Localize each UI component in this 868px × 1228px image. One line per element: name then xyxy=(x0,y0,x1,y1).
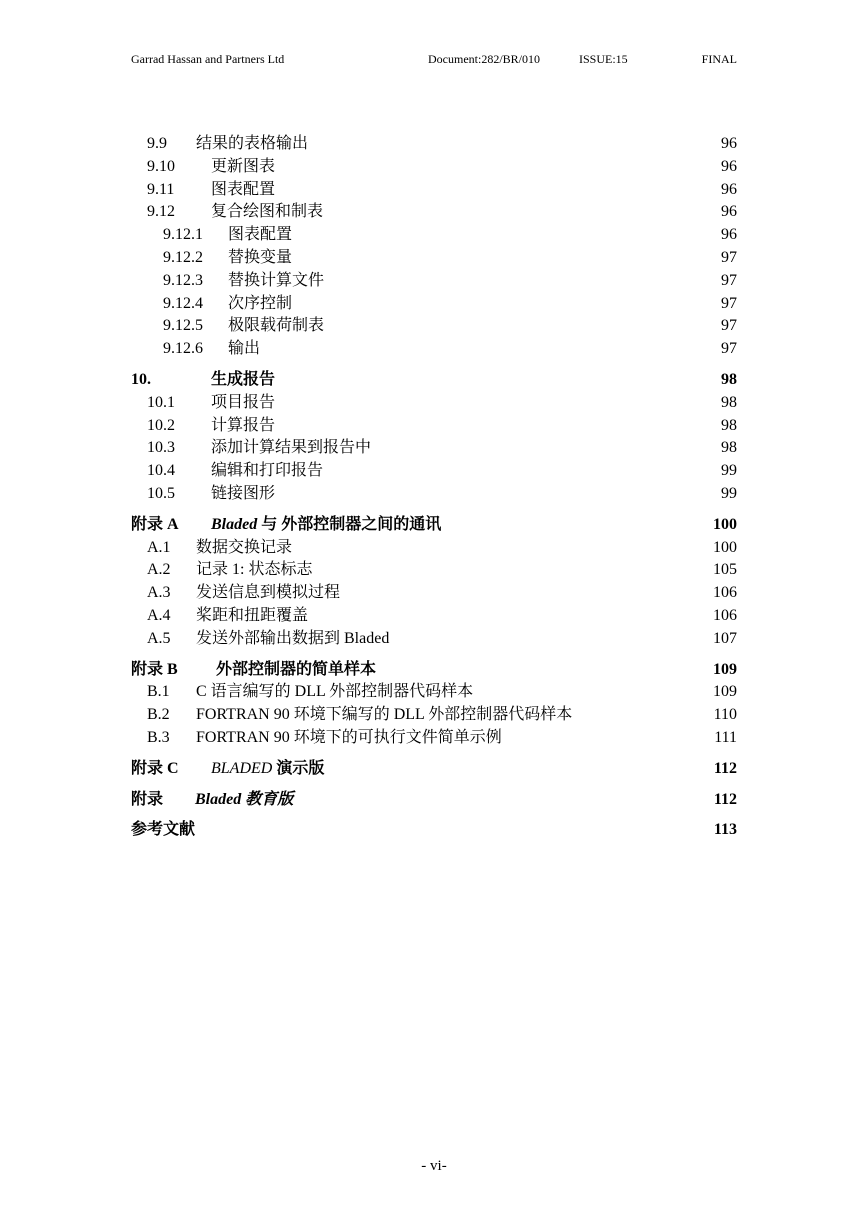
toc-appendix-title-italic: Bladed 教育版 xyxy=(195,790,294,808)
toc-entry[interactable] xyxy=(131,483,737,506)
toc-entry-title: 发送外部输出数据到 Bladed xyxy=(196,629,390,647)
toc-entry-page: 106 xyxy=(713,584,737,602)
header-issue: ISSUE:15 xyxy=(579,52,628,66)
toc-entry-title: 计算报告 xyxy=(211,416,276,434)
toc-appendix-page: 100 xyxy=(713,515,737,533)
toc-entry-title: 更新图表 xyxy=(211,157,276,175)
toc-appendix-number: 附录 C xyxy=(131,759,179,777)
toc-entry-number: 10.2 xyxy=(147,416,175,434)
toc-entry-page: 98 xyxy=(721,393,737,411)
toc-entry[interactable] xyxy=(131,156,737,179)
toc-appendix-title: 外部控制器的简单样本 xyxy=(216,660,377,678)
toc-entry-title: 项目报告 xyxy=(211,393,276,411)
toc-entry[interactable] xyxy=(131,247,737,270)
toc-references-page: 113 xyxy=(713,821,737,839)
toc-appendix-title-italic: Bladed xyxy=(211,515,258,533)
toc-appendix-page: 112 xyxy=(713,759,737,777)
toc-entry-page: 96 xyxy=(721,157,737,175)
toc-entry-number: A.4 xyxy=(147,606,171,624)
toc-entry[interactable] xyxy=(131,605,737,628)
toc-entry-number: 9.10 xyxy=(147,157,175,175)
toc-entry-number: 10.3 xyxy=(147,439,175,457)
toc-references[interactable] xyxy=(131,819,737,842)
header-document-number: Document:282/BR/010 xyxy=(428,52,540,66)
toc-entry-number: A.3 xyxy=(147,584,171,602)
toc-entry-title: 添加计算结果到报告中 xyxy=(211,439,372,457)
toc-entry[interactable] xyxy=(131,224,737,247)
toc-appendix-number: 附录 xyxy=(131,790,164,808)
toc-appendix-page: 109 xyxy=(713,660,737,678)
toc-entry[interactable] xyxy=(131,270,737,293)
toc-appendix-title-rest: 演示版 xyxy=(272,759,325,777)
toc-appendix-title-italic: BLADED xyxy=(211,759,273,777)
toc-entry-page: 100 xyxy=(713,538,737,556)
toc-entry-number: B.1 xyxy=(147,683,170,701)
toc-entry-page: 99 xyxy=(721,462,737,480)
toc-entry-page: 99 xyxy=(721,484,737,502)
page-header xyxy=(131,52,737,68)
toc-entry-title: 复合绘图和制表 xyxy=(211,203,324,221)
header-company: Garrad Hassan and Partners Ltd xyxy=(131,52,285,66)
toc-entry[interactable] xyxy=(131,727,737,750)
toc-entry-number: 9.12 xyxy=(147,203,175,221)
toc-entry[interactable] xyxy=(131,559,737,582)
toc-entry-page: 96 xyxy=(721,135,737,152)
toc-entry-title: 数据交换记录 xyxy=(196,538,293,556)
toc-entry-title: 编辑和打印报告 xyxy=(211,462,324,480)
toc-entry[interactable] xyxy=(131,460,737,483)
toc-entry-title: FORTRAN 90 环境下的可执行文件简单示例 xyxy=(196,728,502,746)
table-of-contents xyxy=(131,133,737,842)
toc-entry-title: 极限载荷制表 xyxy=(228,317,325,335)
toc-entry-page: 106 xyxy=(713,606,737,624)
toc-entry-number: A.5 xyxy=(147,629,171,647)
toc-entry[interactable] xyxy=(131,582,737,605)
toc-entry-number: 10.4 xyxy=(147,462,175,480)
toc-entry-number: B.2 xyxy=(147,706,170,724)
toc-entry-page: 109 xyxy=(713,683,737,701)
toc-appendix-title-rest: 与 外部控制器之间的通讯 xyxy=(257,515,442,533)
toc-entry-number: 10.5 xyxy=(147,484,175,502)
toc-entry-title: 图表配置 xyxy=(211,180,276,198)
toc-appendix[interactable] xyxy=(131,514,737,537)
toc-entry-page: 97 xyxy=(721,248,737,266)
header-status: FINAL xyxy=(701,52,737,66)
toc-entry[interactable] xyxy=(131,537,737,560)
toc-appendix-number: 附录 A xyxy=(131,515,179,533)
toc-entry-number: 9.12.6 xyxy=(163,340,203,358)
toc-entry[interactable] xyxy=(131,133,737,156)
toc-entry[interactable] xyxy=(131,338,737,361)
toc-entry-number: 9.12.5 xyxy=(163,317,203,335)
toc-entry-page: 96 xyxy=(721,203,737,221)
toc-appendix-title xyxy=(211,758,324,781)
toc-entry-number: 9.12.2 xyxy=(163,248,203,266)
toc-entry-title: C 语言编写的 DLL 外部控制器代码样本 xyxy=(196,683,474,701)
toc-entry-page: 98 xyxy=(721,439,737,457)
toc-appendix-title xyxy=(211,514,441,537)
toc-appendix-page: 112 xyxy=(713,790,737,808)
toc-appendix[interactable] xyxy=(131,789,737,812)
toc-entry-page: 111 xyxy=(714,728,737,746)
toc-chapter-number: 10. xyxy=(131,370,151,388)
toc-entry-number: 9.11 xyxy=(147,180,175,198)
toc-chapter-title: 生成报告 xyxy=(211,370,276,388)
toc-entry[interactable] xyxy=(131,392,737,415)
toc-entry[interactable] xyxy=(131,293,737,316)
toc-entry-number: 9.9 xyxy=(147,135,167,152)
toc-entry[interactable] xyxy=(131,201,737,224)
toc-entry[interactable] xyxy=(131,628,737,651)
toc-entry[interactable] xyxy=(131,415,737,438)
toc-entry-page: 110 xyxy=(713,706,737,724)
toc-entry-page: 97 xyxy=(721,340,737,358)
toc-entry-number: 10.1 xyxy=(147,393,175,411)
toc-entry[interactable] xyxy=(131,681,737,704)
toc-entry-title: 图表配置 xyxy=(228,226,293,244)
toc-references-title: 参考文献 xyxy=(131,821,196,839)
toc-chapter-page: 98 xyxy=(721,370,737,388)
toc-entry-page: 107 xyxy=(713,629,737,647)
page-number: - vi- xyxy=(421,1158,447,1174)
toc-entry-number: 9.12.3 xyxy=(163,271,203,289)
toc-entry-title: 链接图形 xyxy=(211,484,276,502)
toc-entry-number: 9.12.1 xyxy=(163,226,203,244)
toc-appendix-title xyxy=(195,789,293,812)
toc-entry-page: 96 xyxy=(721,226,737,244)
toc-appendix-number: 附录 B xyxy=(131,660,178,678)
toc-entry-page: 96 xyxy=(721,180,737,198)
toc-entry-title: 结果的表格输出 xyxy=(196,135,309,152)
toc-entry-title: 替换变量 xyxy=(228,248,293,266)
toc-entry-title: 输出 xyxy=(228,340,261,358)
toc-entry-title: 发送信息到模拟过程 xyxy=(196,584,341,602)
toc-chapter[interactable] xyxy=(131,369,737,392)
toc-entry-page: 98 xyxy=(721,416,737,434)
toc-entry-page: 97 xyxy=(721,317,737,335)
toc-entry-number: 9.12.4 xyxy=(163,294,203,312)
toc-entry[interactable] xyxy=(131,704,737,727)
toc-entry-number: A.1 xyxy=(147,538,171,556)
toc-entry-title: 桨距和扭距覆盖 xyxy=(196,606,309,624)
toc-entry-number: B.3 xyxy=(147,728,170,746)
toc-entry-page: 105 xyxy=(713,561,737,579)
toc-entry-title: 替换计算文件 xyxy=(228,271,325,289)
toc-appendix[interactable] xyxy=(131,758,737,781)
toc-appendix[interactable] xyxy=(131,659,737,682)
toc-entry[interactable] xyxy=(131,179,737,202)
toc-entry-number: A.2 xyxy=(147,561,171,579)
toc-entry-title: 记录 1: 状态标志 xyxy=(196,561,313,579)
toc-entry[interactable] xyxy=(131,437,737,460)
toc-entry-page: 97 xyxy=(721,271,737,289)
toc-entry-title: FORTRAN 90 环境下编写的 DLL 外部控制器代码样本 xyxy=(196,706,573,724)
toc-entry[interactable] xyxy=(131,315,737,338)
toc-entry-title: 次序控制 xyxy=(228,294,293,312)
toc-entry-page: 97 xyxy=(721,294,737,312)
